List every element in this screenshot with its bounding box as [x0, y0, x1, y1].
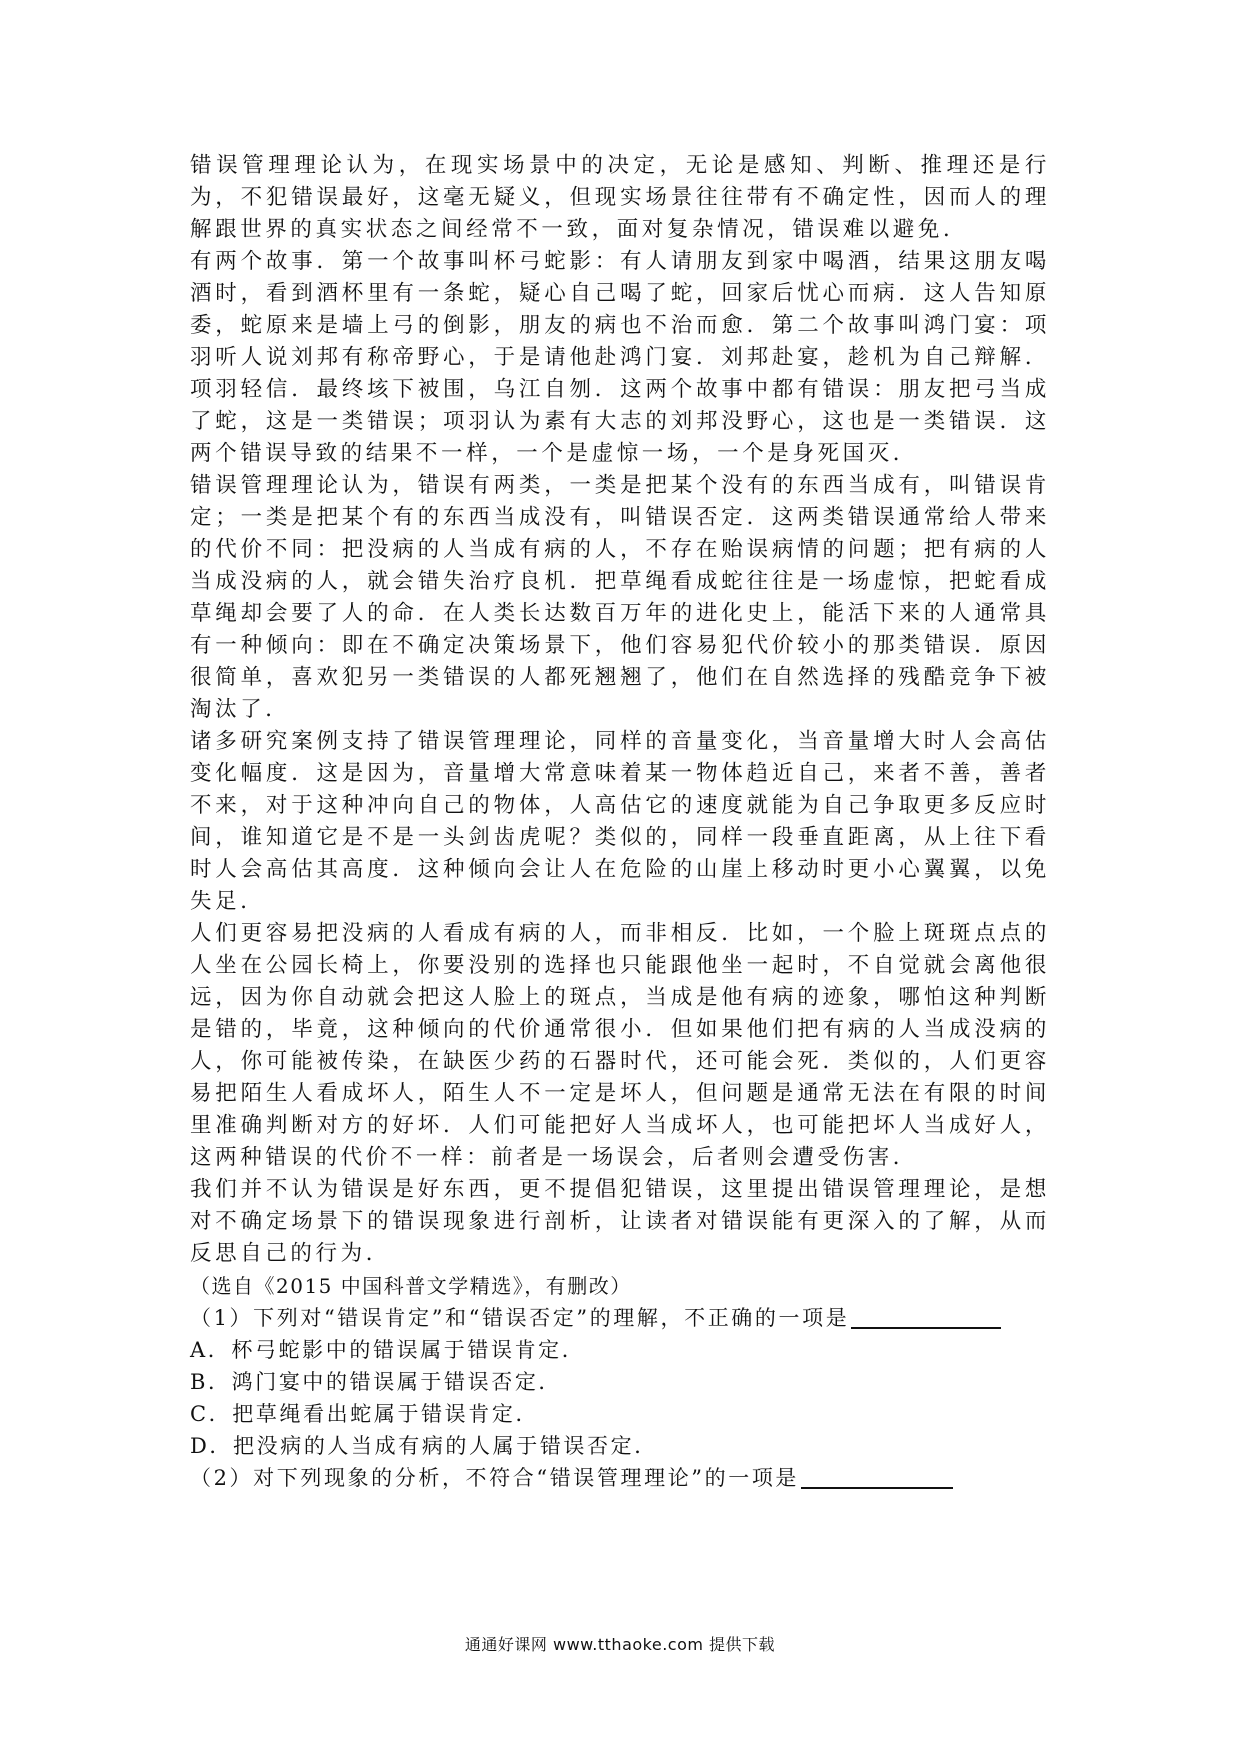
question-1-text: （1）下列对“错误肯定”和“错误否定”的理解，不正确的一项是	[190, 1306, 850, 1330]
paragraph-4: 诸多研究案例支持了错误管理理论，同样的音量变化，当音量增大时人会高估变化幅度．这是因为，音量增大常意味着某一物体趋近自己，来者不善，善者不来，对于这种冲向自己的物体，人高估它的速度就能为自己争取更多反应时间，谁知道它是不是一头剑齿虎呢？类似的，同样一段垂直距离，从上往下看时人会高估其高度．这种倾向会让人在危险的山崖上移动时更小心翼翼，以免失足．	[190, 729, 1050, 914]
option-b: B．鸿门宴中的错误属于错误否定．	[190, 1370, 563, 1394]
question-2	[190, 1462, 1050, 1494]
paragraph-3: 错误管理理论认为，错误有两类，一类是把某个没有的东西当成有，叫错误肯定；一类是把某个有的东西当成没有，叫错误否定．这两类错误通常给人带来的代价不同：把没病的人当成有病的人，不存在贻误病情的问题；把有病的人当成没病的人，就会错失治疗良机．把草绳看成蛇往往是一场虚惊，把蛇看成草绳却会要了人的命．在人类长达数百万年的进化史上，能活下来的人通常具有一种倾向：即在不确定决策场景下，他们容易犯代价较小的那类错误．原因很简单，喜欢犯另一类错误的人都死翘翘了，他们在自然选择的残酷竞争下被淘汰了．	[190, 473, 1050, 722]
page-footer: 通通好课网 www.tthaoke.com 提供下载	[464, 1635, 776, 1654]
source-citation: （选自《2015 中国科普文学精选》，有删改）	[190, 1274, 632, 1298]
question-2-text: （2）对下列现象的分析，不符合“错误管理理论”的一项是	[190, 1466, 800, 1490]
option-a: A．杯弓蛇影中的错误属于错误肯定．	[190, 1338, 586, 1362]
answer-blank-2[interactable]	[801, 1463, 953, 1489]
paragraph-2: 有两个故事．第一个故事叫杯弓蛇影：有人请朋友到家中喝酒，结果这朋友喝酒时，看到酒杯里有一条蛇，疑心自己喝了蛇，回家后忧心而病．这人告知原委，蛇原来是墙上弓的倒影，朋友的病也不治而愈．第二个故事叫鸿门宴：项羽听人说刘邦有称帝野心，于是请他赴鸿门宴．刘邦赴宴，趁机为自己辩解．项羽轻信．最终垓下被围，乌江自刎．这两个故事中都有错误：朋友把弓当成了蛇，这是一类错误；项羽认为素有大志的刘邦没野心，这也是一类错误．这两个错误导致的结果不一样，一个是虚惊一场，一个是身死国灭．	[190, 249, 1050, 466]
paragraph-6: 我们并不认为错误是好东西，更不提倡犯错误，这里提出错误管理理论，是想对不确定场景下的错误现象进行剖析，让读者对错误能有更深入的了解，从而反思自己的行为．	[190, 1177, 1050, 1266]
document-body	[190, 150, 1050, 1494]
paragraph-1: 错误管理理论认为，在现实场景中的决定，无论是感知、判断、推理还是行为，不犯错误最好，这毫无疑义，但现实场景往往带有不确定性，因而人的理解跟世界的真实状态之间经常不一致，面对复杂情况，错误难以避免．	[190, 153, 1050, 242]
answer-blank-1[interactable]	[851, 1303, 1001, 1329]
option-c: C．把草绳看出蛇属于错误肯定．	[190, 1402, 540, 1426]
paragraph-5: 人们更容易把没病的人看成有病的人，而非相反．比如，一个脸上斑斑点点的人坐在公园长椅上，你要没别的选择也只能跟他坐一起时，不自觉就会离他很远，因为你自动就会把这人脸上的斑点，当成是他有病的迹象，哪怕这种判断是错的，毕竟，这种倾向的代价通常很小．但如果他们把有病的人当成没病的人，你可能被传染，在缺医少药的石器时代，还可能会死．类似的，人们更容易把陌生人看成坏人，陌生人不一定是坏人，但问题是通常无法在有限的时间里准确判断对方的好坏．人们可能把好人当成坏人，也可能把坏人当成好人，这两种错误的代价不一样：前者是一场误会，后者则会遭受伤害．	[190, 921, 1050, 1170]
option-d: D．把没病的人当成有病的人属于错误否定．	[190, 1434, 658, 1458]
question-1	[190, 1302, 1050, 1334]
